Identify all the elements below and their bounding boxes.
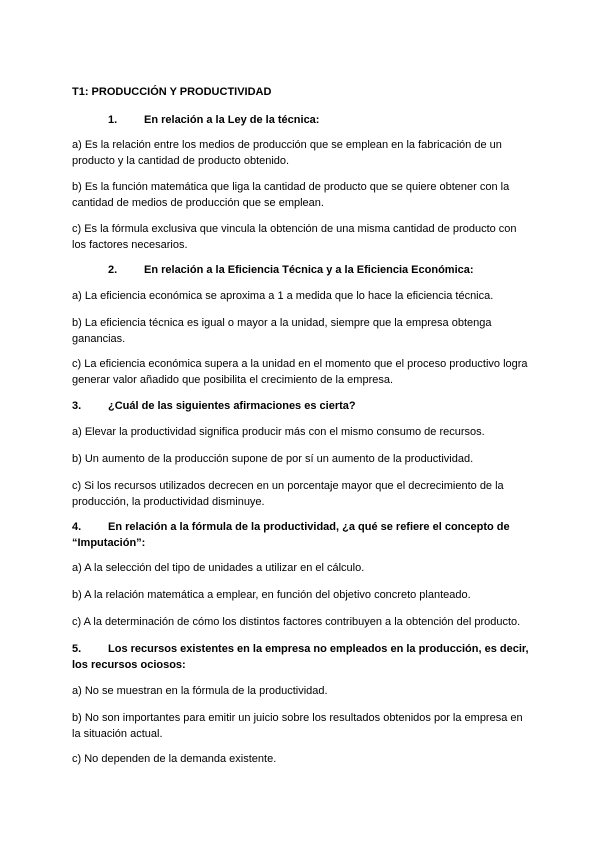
- question-3-option-b: b) Un aumento de la producción supone de por sí un aumento de la productividad.: [72, 453, 474, 465]
- question-4-option-a: a) A la selección del tipo de unidades a utilizar en el cálculo.: [72, 562, 365, 574]
- question-1-option-c: c) Es la fórmula exclusiva que vincula la obtención de una misma cantidad de producto con los factores necesarios.: [72, 223, 517, 251]
- question-3-option-c: c) Si los recursos utilizados decrecen en un porcentaje mayor que el decrecimiento de la producción, la productividad disminuye.: [72, 480, 504, 508]
- question-number: 5.: [72, 643, 82, 655]
- document-title: T1: PRODUCCIÓN Y PRODUCTIVIDAD: [72, 86, 272, 98]
- question-text: En relación a la fórmula de la productividad, ¿a qué se refiere el concepto de “Imputación”:: [72, 521, 510, 549]
- question-5-option-c: c) No dependen de la demanda existente.: [72, 753, 277, 765]
- question-3-heading: [72, 398, 532, 414]
- question-4-option-b: b) A la relación matemática a emplear, en función del objetivo concreto planteado.: [72, 589, 471, 601]
- question-3-option-a: a) Elevar la productividad significa producir más con el mismo consumo de recursos.: [72, 426, 485, 438]
- question-4-heading: [72, 519, 532, 551]
- question-number: 2.: [108, 264, 118, 276]
- question-number: 3.: [72, 400, 82, 412]
- question-text: Los recursos existentes en la empresa no empleados en la producción, es decir, los recursos ociosos:: [72, 643, 529, 671]
- question-text: En relación a la Ley de la técnica:: [144, 114, 320, 126]
- question-2-option-c: c) La eficiencia económica supera a la unidad en el momento que el proceso productivo logra generar valor añadido que posibilita el crecimiento de la empresa.: [72, 358, 528, 386]
- question-number: 4.: [72, 521, 82, 533]
- question-5-option-b: b) No son importantes para emitir un juicio sobre los resultados obtenidos por la empresa en la situación actual.: [72, 712, 523, 740]
- question-text: ¿Cuál de las siguientes afirmaciones es cierta?: [108, 400, 356, 412]
- question-2-heading: [108, 262, 568, 278]
- question-1-option-b: b) Es la función matemática que liga la cantidad de producto que se quiere obtener con la cantidad de medios de producción que se emplean.: [72, 181, 510, 209]
- question-number: 1.: [108, 114, 118, 126]
- question-1-option-a: a) Es la relación entre los medios de producción que se emplean en la fabricación de un producto y la cantidad de producto obtenido.: [72, 139, 502, 167]
- question-5-option-a: a) No se muestran en la fórmula de la productividad.: [72, 685, 328, 697]
- question-5-heading: [72, 641, 532, 673]
- question-4-option-c: c) A la determinación de cómo los distintos factores contribuyen a la obtención del producto.: [72, 616, 521, 628]
- question-2-option-b: b) La eficiencia técnica es igual o mayor a la unidad, siempre que la empresa obtenga ganancias.: [72, 317, 492, 345]
- question-text: En relación a la Eficiencia Técnica y a la Eficiencia Económica:: [144, 264, 474, 276]
- question-1-heading: [108, 112, 568, 128]
- question-2-option-a: a) La eficiencia económica se aproxima a 1 a medida que lo hace la eficiencia técnica.: [72, 290, 494, 302]
